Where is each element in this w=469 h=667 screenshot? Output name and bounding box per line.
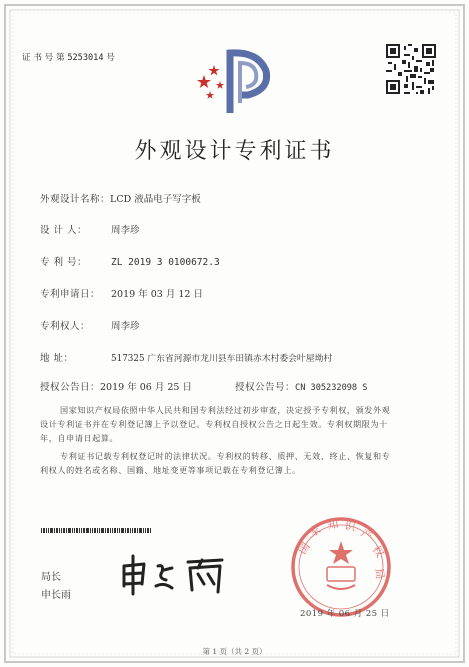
filing-date-row [40, 286, 203, 300]
svg-text:国: 国 [295, 540, 313, 557]
certificate-number [22, 51, 115, 63]
certificate-title: 外观设计专利证书 [134, 139, 335, 164]
filing-date-value: 2019 年 03 月 12 日 [111, 289, 203, 300]
certificate-number-suffix: 号 [106, 53, 115, 63]
design-name-label: 外观设计名称： [40, 194, 111, 205]
patent-number-row [40, 254, 220, 268]
svg-text:局: 局 [372, 567, 387, 581]
designer-label: 设 计 人： [40, 225, 88, 236]
certificate-number-label: 证 书 号 第 [22, 53, 65, 63]
designer-value: 周李珍 [111, 225, 140, 236]
design-name-row [40, 191, 201, 205]
address-row [40, 350, 332, 364]
barcode [41, 523, 171, 533]
patentee-row [40, 318, 140, 332]
grant-date-label: 授权公告日： [40, 382, 101, 393]
svg-text:产: 产 [358, 526, 375, 544]
grant-date-value: 2019 年 06 月 25 日 [100, 382, 192, 393]
certificate-number-value: 5253014 [67, 53, 104, 63]
svg-text:家: 家 [307, 522, 324, 540]
body-line-1: 国家知识产权局依照中华人民共和国专利法经过初步审查，决定授予专利权，颁发外观 [60, 405, 391, 415]
director-name: 申长雨 [41, 590, 71, 601]
patent-number-label: 专 利 号： [40, 257, 88, 268]
filing-date-label: 专利申请日： [40, 289, 101, 300]
designer-row [40, 222, 140, 236]
grant-number-value: CN 305232098 S [295, 383, 368, 393]
official-seal [282, 515, 400, 619]
address-label: 地 址： [40, 353, 74, 364]
patent-number-value: ZL 2019 3 0100672.3 [111, 257, 220, 268]
patentee-value: 周李珍 [111, 321, 140, 332]
body-line-2: 设计专利证书并在专利登记簿上予以登记。专利权自授权公告之日起生效。专利权期限为十 [40, 419, 388, 429]
svg-text:权: 权 [369, 543, 387, 560]
qr-code [386, 44, 436, 94]
body-line-4: 专利证书记载专利权登记时的法律状况。专利权的转移、质押、无效、终止、恢复和专 [60, 451, 391, 461]
body-line-5: 利权人的姓名或名称、国籍、地址变更等事项记载在专利登记簿上。 [40, 465, 301, 475]
grant-date-row [40, 379, 192, 393]
director-title: 局长 [41, 572, 61, 583]
cnipa-logo [196, 45, 276, 117]
seal-date: 2019 年 06 月 25 日 [300, 609, 390, 619]
handwritten-signature [118, 552, 238, 600]
design-name-value: LCD 液晶电子写字板 [110, 194, 201, 205]
grant-number-row [235, 379, 367, 393]
svg-text:识: 识 [343, 519, 357, 534]
address-value: 517325 广东省河源市龙川县车田镇赤木村委会叶屋坳村 [111, 354, 333, 364]
patentee-label: 专利权人： [40, 321, 91, 332]
body-line-3: 年，自申请日起算。 [40, 433, 119, 443]
grant-number-label: 授权公告号： [235, 382, 296, 393]
page-number: 第 1 页（共 2 页） [202, 647, 267, 656]
svg-text:知: 知 [326, 517, 340, 532]
